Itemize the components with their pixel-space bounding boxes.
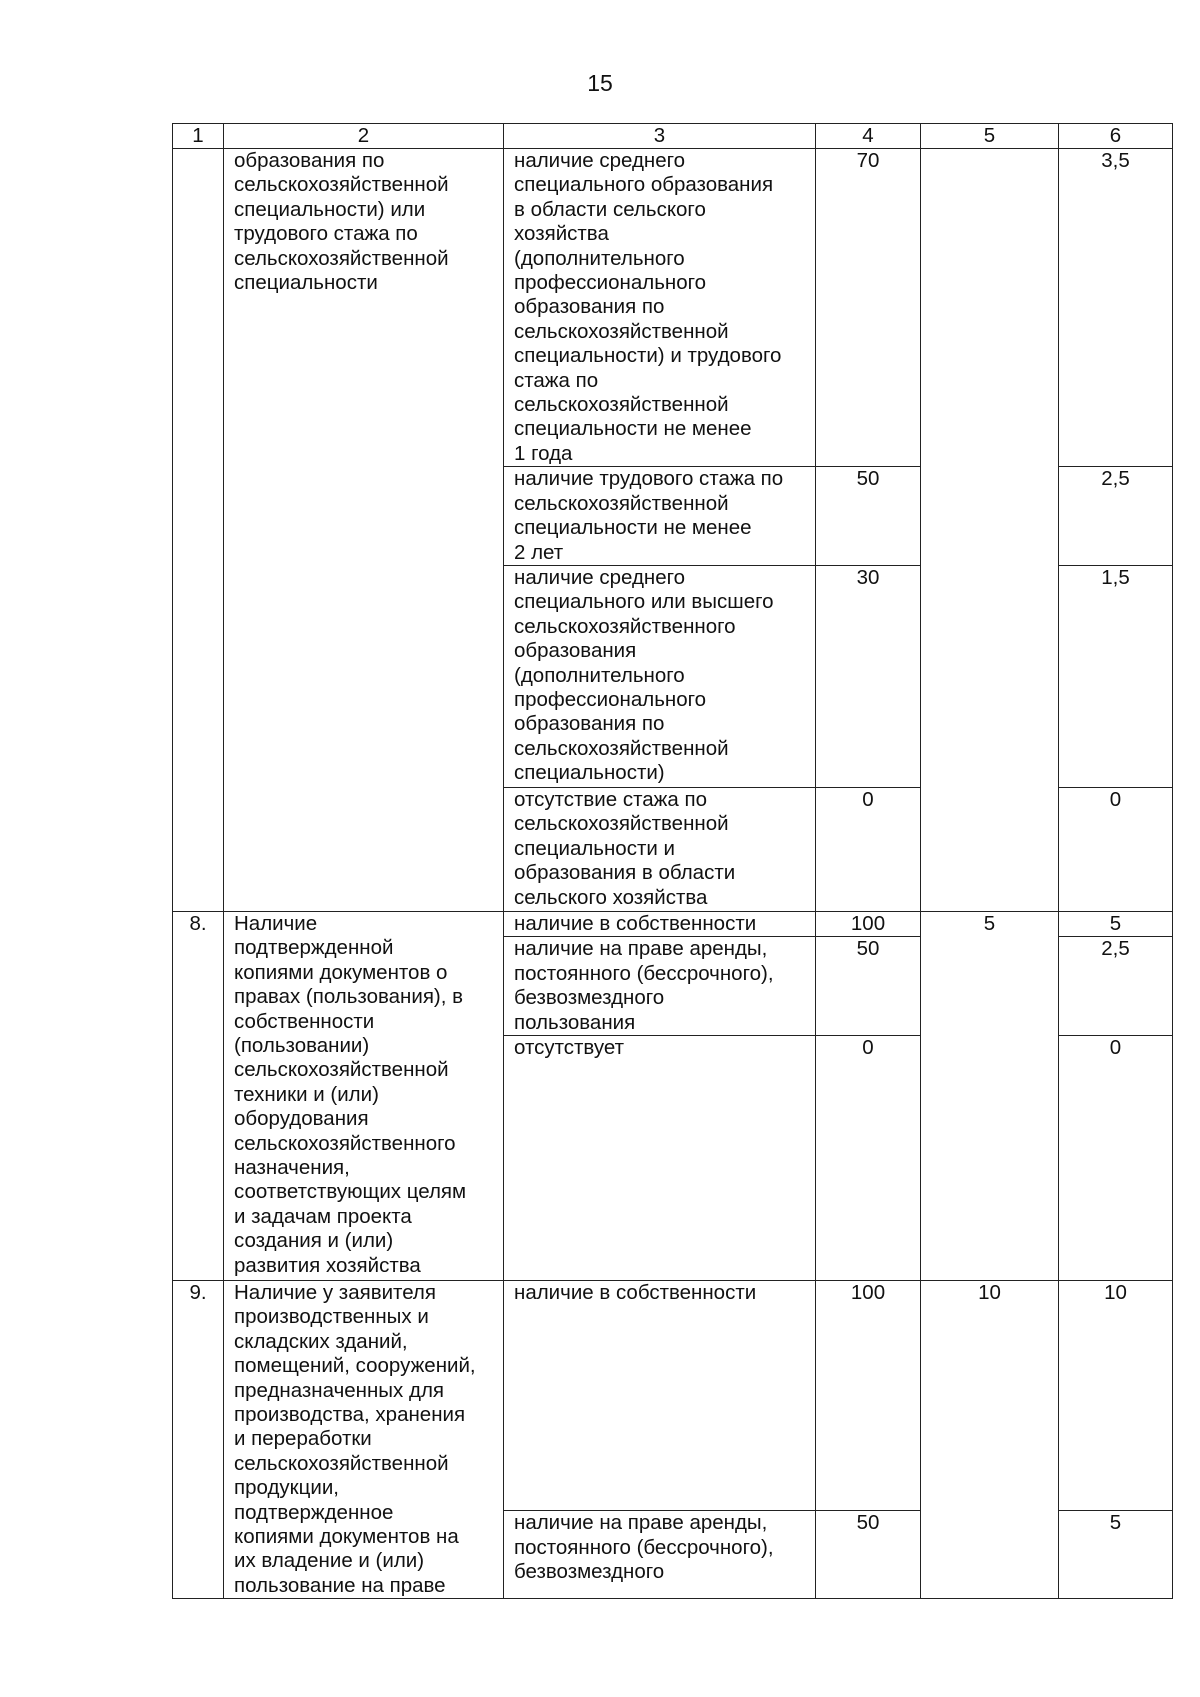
option-points: 100 [816,911,921,936]
option-weighted: 1,5 [1059,565,1173,787]
option-weighted: 5 [1059,911,1173,936]
table-row [173,149,1173,467]
option-points: 30 [816,565,921,787]
page-number: 15 [587,70,613,96]
option-text: наличие на праве аренды, постоянного (бессрочного), безвозмездного [504,1511,816,1599]
criteria-table [172,123,1173,1599]
option-weighted: 0 [1059,1035,1173,1280]
header-col-6: 6 [1059,124,1173,149]
table-row [173,911,1173,936]
option-weighted: 2,5 [1059,937,1173,1036]
criterion-cell: Наличие у заявителя производственных и складских зданий, помещений, сооружений, предназначенных для производства, хранения и переработки сельскохозяйственной продукции, подтвержденное копиями документов на их владение и (или) пользование на праве [224,1280,504,1598]
option-points: 50 [816,467,921,566]
option-points: 70 [816,149,921,467]
row-number-cell: 8. [173,911,224,1280]
option-text: наличие в собственности [504,1280,816,1510]
option-weighted: 5 [1059,1511,1173,1599]
row-number-cell [173,149,224,912]
criterion-cell: Наличие подтвержденной копиями документов о правах (пользования), в собственности (пользовании) сельскохозяйственной техники и (или) оборудования сельскохозяйственного назначения, соответствующих целям и задачам проекта создания и (или) развития хозяйства [224,911,504,1280]
option-text: наличие трудового стажа по сельскохозяйственной специальности не менее 2 лет [504,467,816,566]
option-weighted: 2,5 [1059,467,1173,566]
option-weighted: 3,5 [1059,149,1173,467]
weight-cell: 5 [921,911,1059,1280]
option-text: отсутствует [504,1035,816,1280]
option-text: наличие на праве аренды, постоянного (бессрочного), безвозмездного пользования [504,937,816,1036]
option-points: 0 [816,787,921,911]
header-col-5: 5 [921,124,1059,149]
option-points: 50 [816,937,921,1036]
header-col-1: 1 [173,124,224,149]
weight-cell: 10 [921,1280,1059,1598]
criterion-cell: образования по сельскохозяйственной специальности) или трудового стажа по сельскохозяйственной специальности [224,149,504,912]
option-text: наличие среднего специального или высшего сельскохозяйственного образования (дополнительного профессионального образования по сельскохозяйственной специальности) [504,565,816,787]
header-col-2: 2 [224,124,504,149]
option-text: наличие в собственности [504,911,816,936]
option-points: 100 [816,1280,921,1510]
option-text: отсутствие стажа по сельскохозяйственной специальности и образования в области сельского хозяйства [504,787,816,911]
header-col-4: 4 [816,124,921,149]
option-text: наличие среднего специального образования в области сельского хозяйства (дополнительного профессионального образования по сельскохозяйственной специальности) и трудового стажа по сельскохозяйственной специальности не менее 1 года [504,149,816,467]
table-row [173,1280,1173,1510]
header-col-3: 3 [504,124,816,149]
table-header-row [173,124,1173,149]
option-points: 0 [816,1035,921,1280]
option-weighted: 10 [1059,1280,1173,1510]
row-number-cell: 9. [173,1280,224,1598]
option-points: 50 [816,1511,921,1599]
option-weighted: 0 [1059,787,1173,911]
weight-cell [921,149,1059,912]
